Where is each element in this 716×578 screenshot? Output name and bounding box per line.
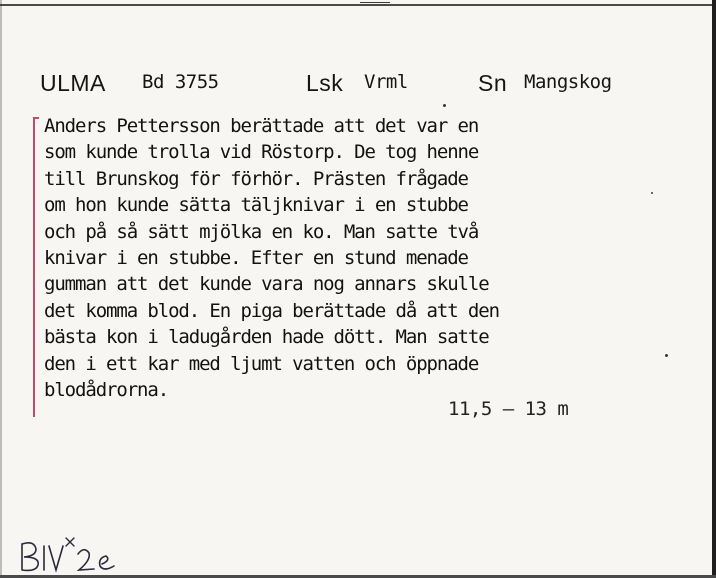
body-line: blodådrorna. [44, 378, 169, 401]
body-line: gumman att det kunde vara nog annars skulle [44, 273, 489, 296]
body-line: till Brunskog för förhör. Prästen frågade [44, 167, 468, 190]
body-line: om hon kunde sätta täljknivar i en stubbe [44, 194, 468, 217]
card-left-edge [0, 0, 2, 578]
landskap-label: Lsk [306, 70, 344, 96]
measurement-note: 11,5 — 13 m [448, 398, 569, 420]
body-line: den i ett kar med ljumt vatten och öppnade [44, 352, 479, 375]
body-line: knivar i en stubbe. Efter en stund menade [44, 246, 468, 269]
socken-label: Sn [478, 70, 508, 96]
landskap-value: Vrml [364, 71, 408, 93]
body-line: det komma blod. En piga berättade då att den [44, 299, 499, 322]
ink-speck [443, 104, 446, 107]
handwritten-signature [16, 532, 136, 578]
ink-speck [665, 354, 668, 357]
red-margin-line [33, 117, 35, 417]
card-right-edge [712, 0, 716, 578]
body-line: bästa kon i ladugården hade dött. Man satte [44, 326, 489, 349]
ink-speck [651, 192, 653, 194]
record-id: Bd 3755 [142, 71, 219, 93]
ink-speck [360, 2, 390, 3]
body-line: Anders Pettersson berättade att det var en [44, 115, 479, 137]
archive-name: ULMA [40, 70, 106, 96]
record-body [44, 113, 684, 403]
socken-value: Mangskog [524, 71, 612, 93]
body-line: och på så sätt mjölka en ko. Man satte två [44, 220, 479, 243]
body-line: som kunde trolla vid Röstorp. De tog henne [44, 141, 479, 164]
red-margin-tick [33, 117, 39, 119]
card-top-rule [0, 4, 716, 6]
